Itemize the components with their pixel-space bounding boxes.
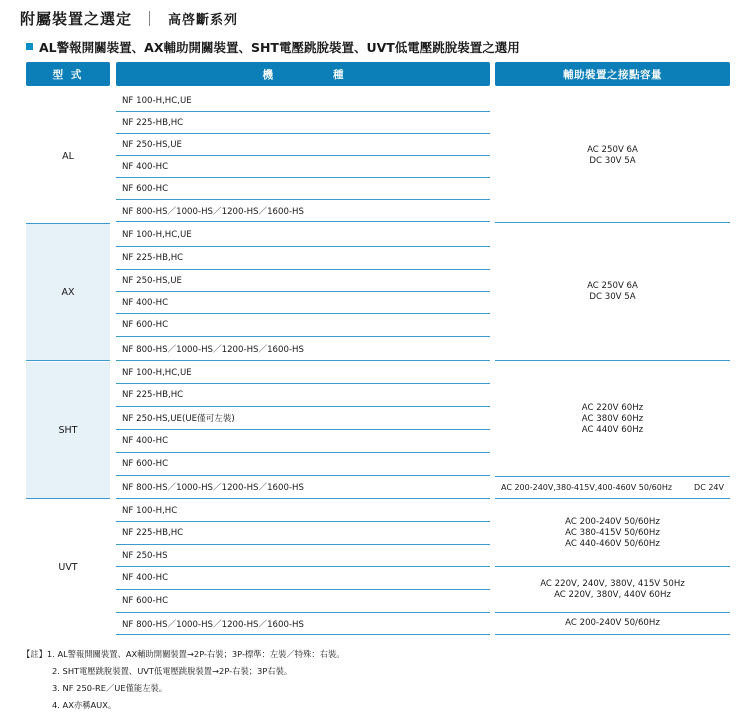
capacity-cell-sht-wide xyxy=(495,477,730,499)
model-row: NF 225-HB,HC xyxy=(116,384,490,407)
model-row: NF 800-HS／1000-HS／1200-HS／1600-HS xyxy=(116,337,490,361)
model-row: NF 225-HB,HC xyxy=(116,522,490,545)
capacity-line: AC 440-460V 50/60Hz xyxy=(565,538,660,549)
capacity-line: AC 220V, 380V, 440V 60Hz xyxy=(554,589,671,600)
model-row: NF 400-HC xyxy=(116,292,490,314)
model-row: NF 800-HS／1000-HS／1200-HS／1600-HS xyxy=(116,476,490,499)
capacity-cell-uvt-last xyxy=(495,613,730,635)
type-cell-uvt: UVT xyxy=(58,561,78,573)
capacity-line: AC 220V 60Hz xyxy=(581,402,644,413)
capacity-cell-uvt xyxy=(495,500,730,567)
page-title xyxy=(20,8,238,29)
model-row: NF 250-HS,UE(UE僅可左裝) xyxy=(116,407,490,430)
capacity-line: AC 440V 60Hz xyxy=(581,424,644,435)
square-bullet-icon xyxy=(26,43,33,50)
model-row: NF 225-HB,HC xyxy=(116,112,490,134)
type-cell-ax: AX xyxy=(26,224,110,360)
capacity-line: AC 200-240V 50/60Hz xyxy=(565,516,660,527)
model-row: NF 100-H,HC,UE xyxy=(116,90,490,112)
capacity-cell-ax xyxy=(495,224,730,361)
capacity-line: AC 380V 60Hz xyxy=(581,413,644,424)
note-line: 【註】1. AL警報開關裝置、AX輔助開關裝置→2P-右裝；3P-標準：左裝／特殊：右裝。 xyxy=(22,649,345,659)
type-divider xyxy=(26,360,110,361)
model-row: NF 100-H,HC,UE xyxy=(116,224,490,247)
model-row: NF 600-HC xyxy=(116,314,490,337)
model-row: NF 400-HC xyxy=(116,430,490,453)
model-row: NF 600-HC xyxy=(116,453,490,476)
model-row: NF 400-HC xyxy=(116,156,490,178)
model-row: NF 800-HS／1000-HS／1200-HS／1600-HS xyxy=(116,200,490,222)
capacity-line: AC 220V, 240V, 380V, 415V 50Hz xyxy=(540,578,685,589)
model-row: NF 100-H,HC xyxy=(116,500,490,522)
model-row: NF 800-HS／1000-HS／1200-HS／1600-HS xyxy=(116,613,490,635)
notes xyxy=(22,646,345,714)
model-row: NF 400-HC xyxy=(116,567,490,590)
capacity-line: DC 30V 5A xyxy=(589,156,636,166)
note-line: 4. AX亦稱AUX。 xyxy=(52,700,117,710)
capacity-cell-uvt-mid xyxy=(495,567,730,613)
model-row: NF 600-HC xyxy=(116,178,490,200)
header-type: 型 式 xyxy=(26,62,110,86)
header-model: 機種 xyxy=(116,62,490,86)
type-divider xyxy=(26,498,110,499)
model-row: NF 250-HS,UE xyxy=(116,270,490,292)
model-row: NF 100-H,HC,UE xyxy=(116,362,490,384)
section-heading xyxy=(26,38,520,56)
subtitle: 高啓斷系列 xyxy=(168,13,239,28)
title-separator: ｜ xyxy=(142,10,159,28)
header-capacity: 輔助裝置之接點容量 xyxy=(495,62,730,86)
capacity-cell-al xyxy=(495,90,730,223)
capacity-line: AC 200-240V,380-415V,400-460V 50/60Hz xyxy=(501,483,673,492)
capacity-line: AC 250V 6A xyxy=(587,281,638,291)
note-line: 2. SHT電壓跳脫裝置、UVT低電壓跳脫裝置→2P-右裝；3P右裝。 xyxy=(52,666,293,676)
note-line: 3. NF 250-RE／UE僅能左裝。 xyxy=(52,683,168,693)
capacity-line: AC 380-415V 50/60Hz xyxy=(565,527,660,538)
capacity-line: AC 200-240V 50/60Hz xyxy=(565,618,660,628)
capacity-line: DC 30V 5A xyxy=(589,292,636,302)
capacity-cell-sht xyxy=(495,362,730,477)
capacity-line: AC 250V 6A xyxy=(587,145,638,155)
type-cell-sht: SHT xyxy=(26,362,110,498)
capacity-line: DC 24V xyxy=(694,483,724,492)
model-row: NF 250-HS xyxy=(116,545,490,567)
type-cell-al: AL xyxy=(62,151,74,162)
section-heading-text: AL警報開關裝置、AX輔助開關裝置、SHT電壓跳脫裝置、UVT低電壓跳脫裝置之選用 xyxy=(39,40,520,55)
model-row: NF 600-HC xyxy=(116,590,490,613)
title-text: 附屬裝置之選定 xyxy=(20,10,133,28)
model-row: NF 225-HB,HC xyxy=(116,247,490,270)
model-row: NF 250-HS,UE xyxy=(116,134,490,156)
